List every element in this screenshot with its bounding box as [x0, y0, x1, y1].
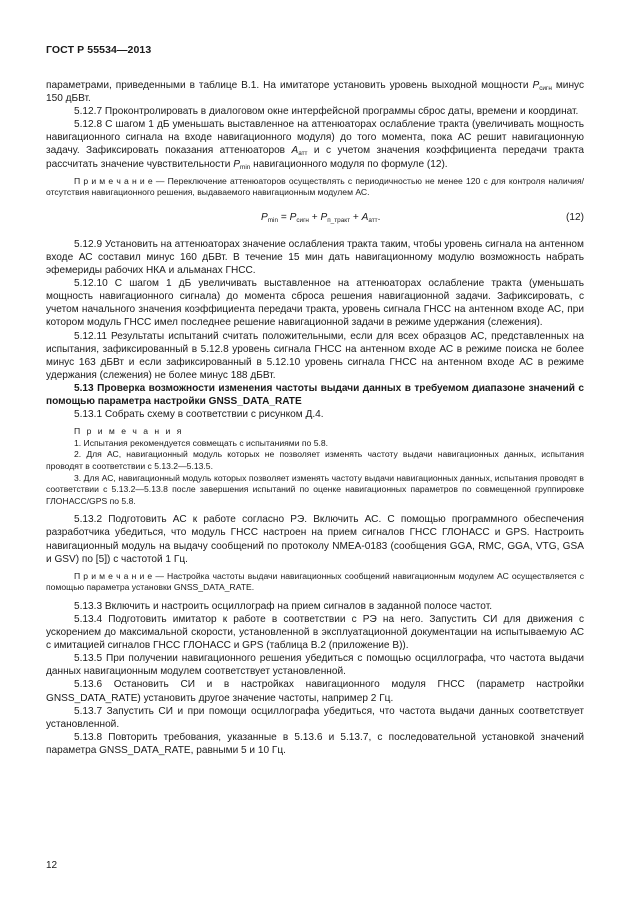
paragraph-5-12-7: 5.12.7 Проконтролировать в диалоговом окне интерфейсной программы сброс даты, времени и координат.	[74, 106, 579, 118]
paragraph-5-13-5: 5.13.5 При получении навигационного решения убедиться с помощью осциллографа, что частота выдачи данных навигационным модулем соответствует установленной.	[46, 653, 584, 678]
paragraph-5-13-8: 5.13.8 Повторить требования, указанные в 5.13.6 и 5.13.7, с последовательной установкой значений параметра GNSS_DATA_RATE, равными 5 и 10 Гц.	[46, 731, 584, 756]
paragraph-5-12-10: 5.12.10 С шагом 1 дБ увеличивать выставленное на аттенюаторах ослабление тракта (уменьшать мощность навигационного сигнала) до момента сброса решения навигационной задачи. Зафиксировать, с учетом начального значения коэффициента передачи тракта, уровень сигнала ГНСС на антенном входе АС, при котором модуль ГНСС имел последнее решение навигационной задачи в режиме удержания (слежения).	[46, 278, 584, 329]
document-header: ГОСТ Р 55534—2013	[46, 44, 152, 56]
paragraph-5-12-9: 5.12.9 Установить на аттенюаторах значение ослабления тракта таким, чтобы уровень сигнала на антенном входе АС составил минус 160 дБВт. В течение 15 мин дать навигационному модулю возможность набрать эфемериды рабочих НКА и альманах ГНСС.	[46, 238, 584, 277]
paragraph-5-13-1: 5.13.1 Собрать схему в соответствии с рисунком Д.4.	[74, 409, 324, 421]
note-item-3: 3. Для АС, навигационный модуль которых позволяет изменять частоту выдачи навигационных данных, испытания проводят в соответствии с 5.13.2—5.13.8 после завершения испытаний по оценке навигационных параметров по совмещенной группировке ГЛОНАСС/GPS по 5.8.	[46, 472, 584, 506]
paragraph-5-13-4: 5.13.4 Подготовить имитатор к работе в соответствии с РЭ на него. Запустить СИ для движения с ускорением до максимальной скорости, установленной в эксплуатационной документации на испытываемую АС с имитацией сигналов ГНСС ГЛОНАСС и GPS (таблица В.2 (приложение В)).	[46, 613, 584, 652]
note-attenuator-switching: П р и м е ч а н и е — Переключение аттенюаторов осуществлять с периодичностью не менее 120 с для контроля наличия/отсутствия навигационного решения, выдаваемого навигационным модулем АС.	[46, 175, 585, 198]
document-body	[46, 79, 584, 757]
paragraph-5-12-8: 5.12.8 С шагом 1 дБ уменьшать выставленное на аттенюаторах ослабление тракта (увеличивать мощность навигационного сигнала на входе навигационного модуля) до того момента, пока АС решит навигационную задачу. Зафиксировать показания аттенюаторов $A_{атт}$ и с учетом значения коэффициента передачи тракта рассчитать значение чувствительности $P_{min}$ навигационного модуля по формуле (12).	[46, 119, 585, 171]
formula-12	[46, 211, 584, 229]
page-number: 12	[46, 860, 58, 871]
notes-block	[46, 426, 584, 507]
section-heading-5-13: 5.13 Проверка возможности изменения частоты выдачи данных в требуемом диапазоне значений с помощью параметра настройки GNSS_DATA_RATE	[46, 382, 584, 407]
paragraph-5-13-7: 5.13.7 Запустить СИ и при помощи осциллографа убедиться, что частота выдачи данных соответствует установленной.	[46, 705, 584, 730]
paragraph-5-13-3: 5.13.3 Включить и настроить осциллограф на прием сигналов в заданной полосе частот.	[74, 600, 492, 612]
note-data-rate: П р и м е ч а н и е — Настройка частоты выдачи навигационных сообщений навигационным модулем АС осуществляется с помощью параметра установки GNSS_DATA_RATE.	[46, 570, 585, 593]
paragraph-5-13-6: 5.13.6 Остановить СИ и в настройках навигационного модуля ГНСС (параметр настройки GNSS_DATA_RATE) установить другое значение частоты, например 2 Гц.	[46, 679, 584, 704]
notes-label: П р и м е ч а н и я	[74, 426, 184, 437]
paragraph-table-params: параметрами, приведенными в таблице В.1. На имитаторе установить уровень выходной мощности $P_{сигн}$ минус 150 дБВт.	[46, 80, 584, 105]
note-item-2: 2. Для АС, навигационный модуль которых не позволяет изменять частоту выдачи навигационных данных, испытания проводят в соответствии с 5.13.2—5.13.5.	[46, 449, 584, 471]
paragraph-5-12-11: 5.12.11 Результаты испытаний считать положительными, если для всех образцов АС, представленных на испытания, зафиксированный в 5.12.8 уровень сигнала ГНСС на антенном входе АС в режиме поиска не более минус 163 дБВт и если зафиксированный в 5.12.10 уровень сигнала ГНСС на антенном входе АС в режиме удержания (слежения) не более минус 188 дБВт.	[46, 330, 584, 381]
paragraph-5-13-2: 5.13.2 Подготовить АС к работе согласно РЭ. Включить АС. С помощью программного обеспечения разработчика убедиться, что модуль ГНСС настроен на прием сигналов ГНСС ГЛОНАСС и GPS. Настроить навигационный модуль на выдачу сообщений по протоколу NMEA-0183 (сообщения GGA, RMC, GGA, VTG, GSA и GSV) по [5]) с частотой 1 Гц.	[46, 514, 584, 565]
formula-number: (12)	[566, 211, 584, 223]
formula-expression: $P_{min} = P_{сигн} + P_{п\_тракт} + A_{атт}$.	[261, 211, 381, 224]
note-item-1: 1. Испытания рекомендуется совмещать с испытаниями по 5.8.	[74, 437, 329, 448]
